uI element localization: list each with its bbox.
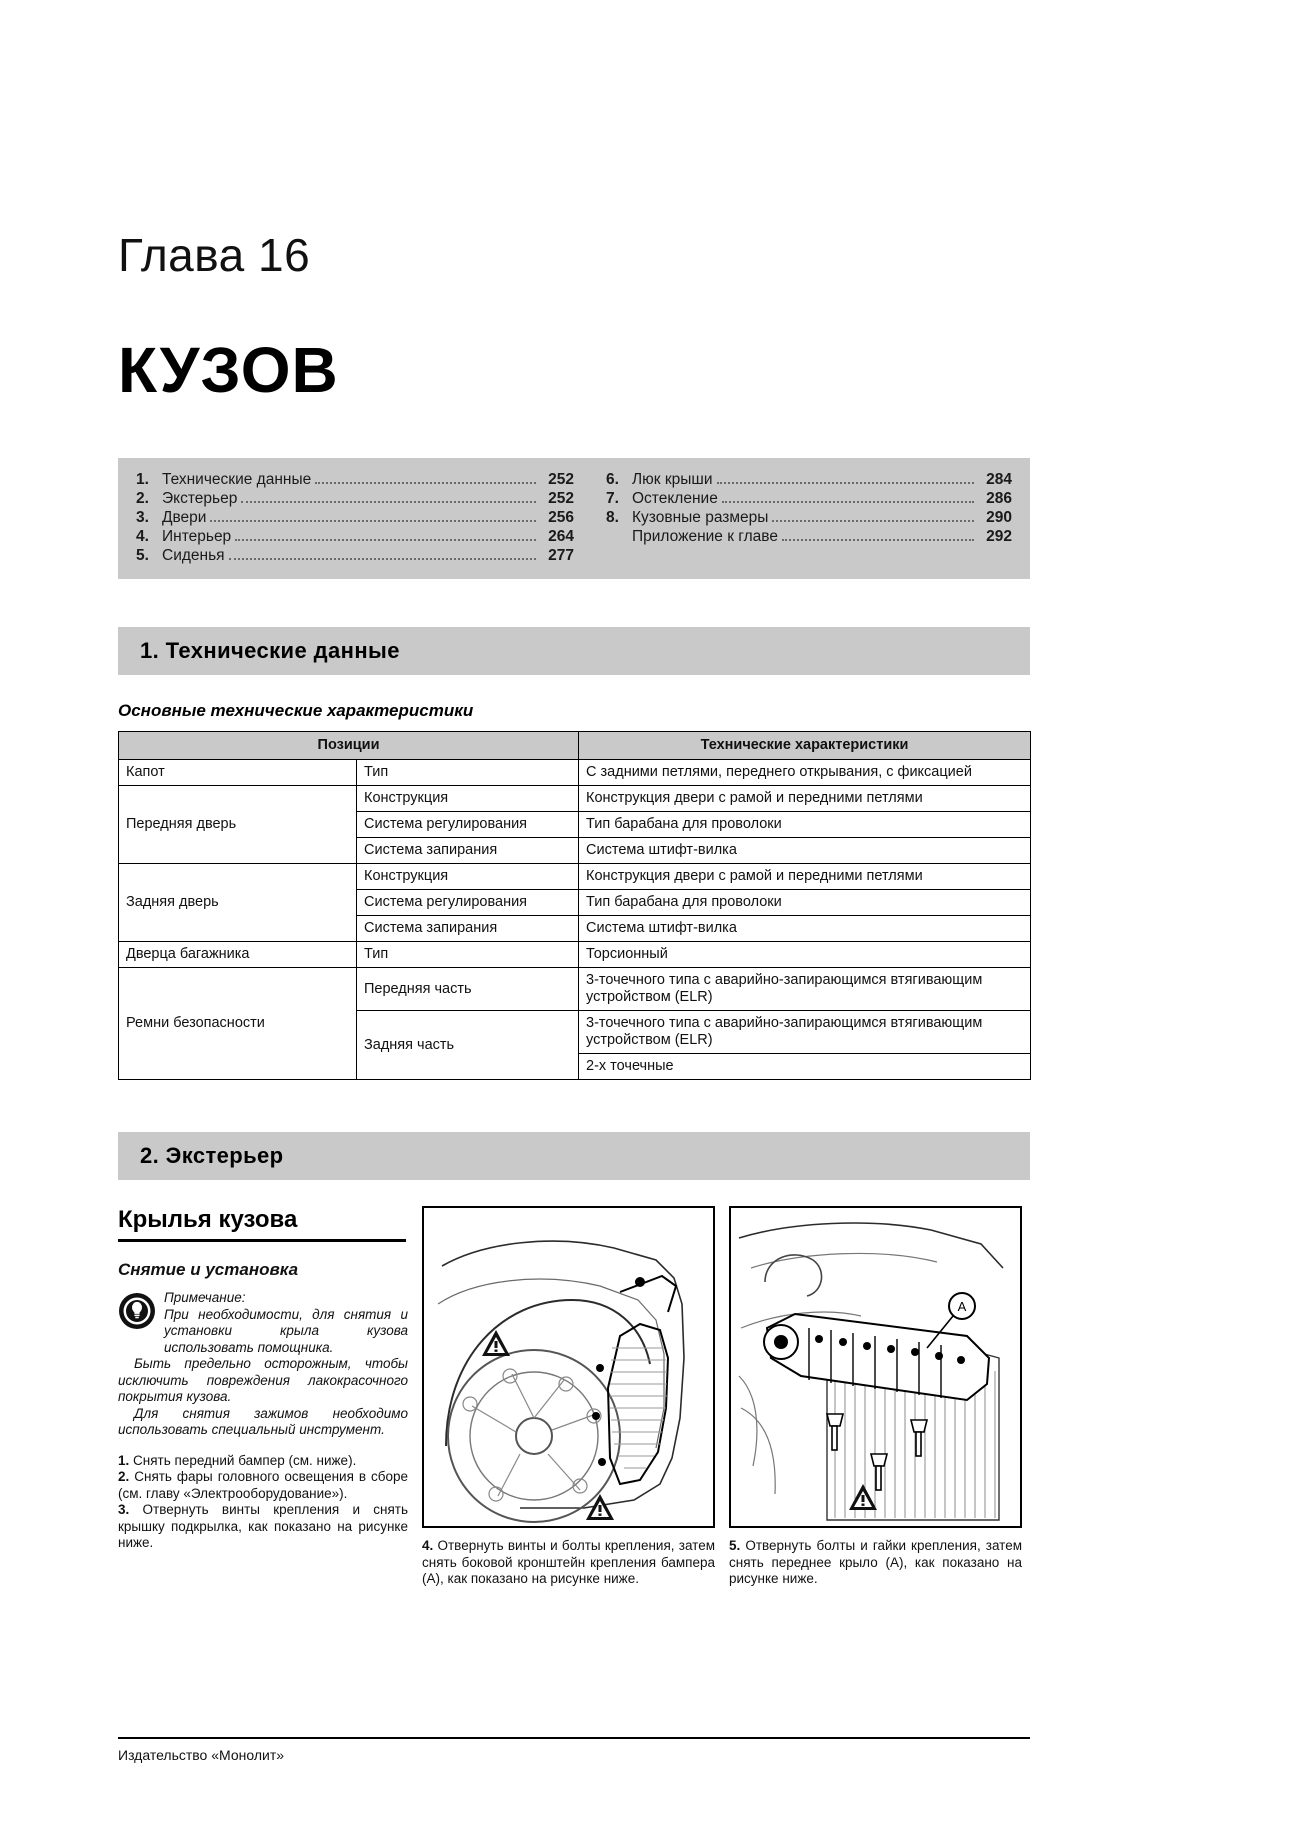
toc-number: 5.: [136, 547, 149, 564]
toc-leader-dots: [722, 493, 974, 503]
toc-entry[interactable]: [606, 470, 1012, 489]
cell-value: Система штифт-вилка: [579, 916, 1031, 942]
toc-label: Сиденья: [162, 547, 225, 564]
procedure-steps: [118, 1453, 408, 1552]
cell-value: 3-точечного типа с аварийно-запирающимся втягивающим устройством (ELR): [579, 968, 1031, 1011]
cell-value: Конструкция двери с рамой и передними петлями: [579, 786, 1031, 812]
cell-item: Конструкция: [357, 786, 579, 812]
toc-page-number: 256: [548, 509, 574, 526]
toc-label: Кузовные размеры: [632, 509, 769, 526]
cell-value: 2-х точечные: [579, 1054, 1031, 1080]
chapter-label: Глава 16: [118, 229, 311, 281]
note-paragraph-1: При необходимости, для снятия и установки крыла кузова использовать помощника.: [164, 1306, 408, 1355]
chapter-title: КУЗОВ: [118, 334, 339, 406]
toc-page-number: 284: [986, 471, 1012, 488]
table-header-specs: Технические характеристики: [579, 732, 1031, 760]
note-paragraph-3: Для снятия зажимов необходимо использовать специальный инструмент.: [118, 1405, 408, 1437]
toc-number: 6.: [606, 471, 619, 488]
table-header-positions: Позиции: [119, 732, 579, 760]
toc-page-number: 277: [548, 547, 574, 564]
toc-label: Люк крыши: [632, 471, 713, 488]
subheading-main-specs: Основные технические характеристики: [118, 701, 474, 720]
cell-value: Тип барабана для проволоки: [579, 812, 1031, 838]
step-item: [118, 1502, 408, 1552]
cell-value: Система штифт-вилка: [579, 838, 1031, 864]
cell-item: Система запирания: [357, 916, 579, 942]
toc-entry[interactable]: [136, 508, 574, 527]
figure-step-number: 4.: [422, 1538, 434, 1553]
step-number: 1.: [118, 1452, 130, 1468]
table-of-contents: [118, 458, 1030, 579]
footer-publisher: Издательство «Монолит»: [118, 1747, 285, 1763]
figure-column-2: [729, 1206, 1022, 1588]
cell-group: Передняя дверь: [119, 786, 357, 864]
toc-number: 7.: [606, 490, 619, 507]
toc-leader-dots: [210, 512, 536, 522]
cell-item: Система регулирования: [357, 890, 579, 916]
toc-entry[interactable]: [606, 527, 1012, 546]
step-item: [118, 1453, 408, 1470]
cell-item: Система запирания: [357, 838, 579, 864]
cell-value: Конструкция двери с рамой и передними петлями: [579, 864, 1031, 890]
toc-column-left: [136, 470, 574, 565]
figure-step-number: 5.: [729, 1538, 741, 1553]
toc-entry[interactable]: [606, 489, 1012, 508]
procedure-text-column: [118, 1206, 408, 1552]
toc-label: Технические данные: [162, 471, 312, 488]
step-item: [118, 1469, 408, 1502]
note-paragraph-2: Быть предельно осторожным, чтобы исключить повреждения лакокрасочного покрытия кузова.: [118, 1356, 408, 1404]
figure-image-wheel-arch: [422, 1206, 715, 1528]
toc-leader-dots: [772, 512, 974, 522]
toc-page-number: 292: [986, 528, 1012, 545]
toc-number: 8.: [606, 509, 619, 526]
cell-item: Конструкция: [357, 864, 579, 890]
toc-entry[interactable]: [136, 546, 574, 565]
cell-item: Задняя часть: [357, 1011, 579, 1080]
toc-leader-dots: [315, 474, 536, 484]
footer-divider: [118, 1737, 1030, 1739]
toc-number: 2.: [136, 490, 149, 507]
toc-entry[interactable]: [136, 489, 574, 508]
cell-item: Тип: [357, 760, 579, 786]
figure-caption-text: Отвернуть винты и болты крепления, затем снять боковой кронштейн крепления бампера (А), как показано на рисунке ниже.: [422, 1538, 715, 1586]
table-row: [119, 968, 1031, 1011]
toc-entry[interactable]: [606, 508, 1012, 527]
table-row: [119, 864, 1031, 890]
table-row: [119, 760, 1031, 786]
cell-value: С задними петлями, переднего открывания, с фиксацией: [579, 760, 1031, 786]
step-number: 2.: [118, 1469, 130, 1484]
toc-leader-dots: [241, 493, 536, 503]
toc-leader-dots: [717, 474, 974, 484]
toc-page-number: 264: [548, 528, 574, 545]
toc-label: Двери: [162, 509, 207, 526]
figure-caption-1: [422, 1538, 715, 1588]
lightbulb-note-icon: [118, 1292, 156, 1330]
step-text: Снять фары головного освещения в сборе (см. главу «Электрооборудование»).: [118, 1469, 408, 1501]
subheading-removal-installation: Снятие и установка: [118, 1260, 299, 1279]
toc-entry[interactable]: [136, 527, 574, 546]
table-header-row: [119, 732, 1031, 760]
page-content: [118, 0, 1030, 1588]
toc-number: 1.: [136, 471, 149, 488]
cell-value: Тип барабана для проволоки: [579, 890, 1031, 916]
cell-group: Дверца багажника: [119, 942, 357, 968]
section-heading-technical-data: 1. Технические данные: [118, 627, 1030, 675]
toc-page-number: 252: [548, 471, 574, 488]
toc-leader-dots: [235, 531, 536, 541]
section-heading-exterior: 2. Экстерьер: [118, 1132, 1030, 1180]
cell-value: Торсионный: [579, 942, 1031, 968]
heading-body-fenders: Крылья кузова: [118, 1206, 406, 1242]
toc-column-right: [574, 470, 1012, 565]
toc-number: 4.: [136, 528, 149, 545]
toc-page-number: 286: [986, 490, 1012, 507]
note-title: Примечание:: [164, 1290, 246, 1305]
toc-leader-dots: [782, 531, 974, 541]
toc-label: Экстерьер: [162, 490, 238, 507]
exterior-content-area: [118, 1206, 1030, 1588]
note-block: [118, 1290, 408, 1356]
cell-group: Капот: [119, 760, 357, 786]
note-text: [164, 1290, 408, 1356]
cell-item: Передняя часть: [357, 968, 579, 1011]
table-row: [119, 786, 1031, 812]
toc-leader-dots: [229, 550, 536, 560]
note-continuation: [118, 1356, 408, 1439]
specifications-table: [118, 731, 1031, 1080]
callout-label-a: А: [957, 1299, 967, 1314]
table-row: [119, 942, 1031, 968]
step-text: Отвернуть винты крепления и снять крышку подкрылка, как показано на рисунке ниже.: [118, 1502, 408, 1550]
toc-page-number: 290: [986, 509, 1012, 526]
step-number: 3.: [118, 1502, 130, 1517]
toc-number: 3.: [136, 509, 149, 526]
toc-page-number: 252: [548, 490, 574, 507]
cell-group: Задняя дверь: [119, 864, 357, 942]
step-text: Снять передний бампер (см. ниже).: [133, 1452, 357, 1468]
cell-group: Ремни безопасности: [119, 968, 357, 1080]
cell-item: Система регулирования: [357, 812, 579, 838]
toc-label: Интерьер: [162, 528, 232, 545]
figure-column-1: [422, 1206, 715, 1588]
toc-label: Приложение к главе: [632, 528, 778, 545]
toc-entry[interactable]: [136, 470, 574, 489]
figure-caption-2: [729, 1538, 1022, 1588]
figure-caption-text: Отвернуть болты и гайки крепления, затем снять переднее крыло (А), как показано на рисунке ниже.: [729, 1538, 1022, 1586]
toc-label: Остекление: [632, 490, 718, 507]
cell-value: 3-точечного типа с аварийно-запирающимся втягивающим устройством (ELR): [579, 1011, 1031, 1054]
cell-item: Тип: [357, 942, 579, 968]
figure-image-front-fender: [729, 1206, 1022, 1528]
